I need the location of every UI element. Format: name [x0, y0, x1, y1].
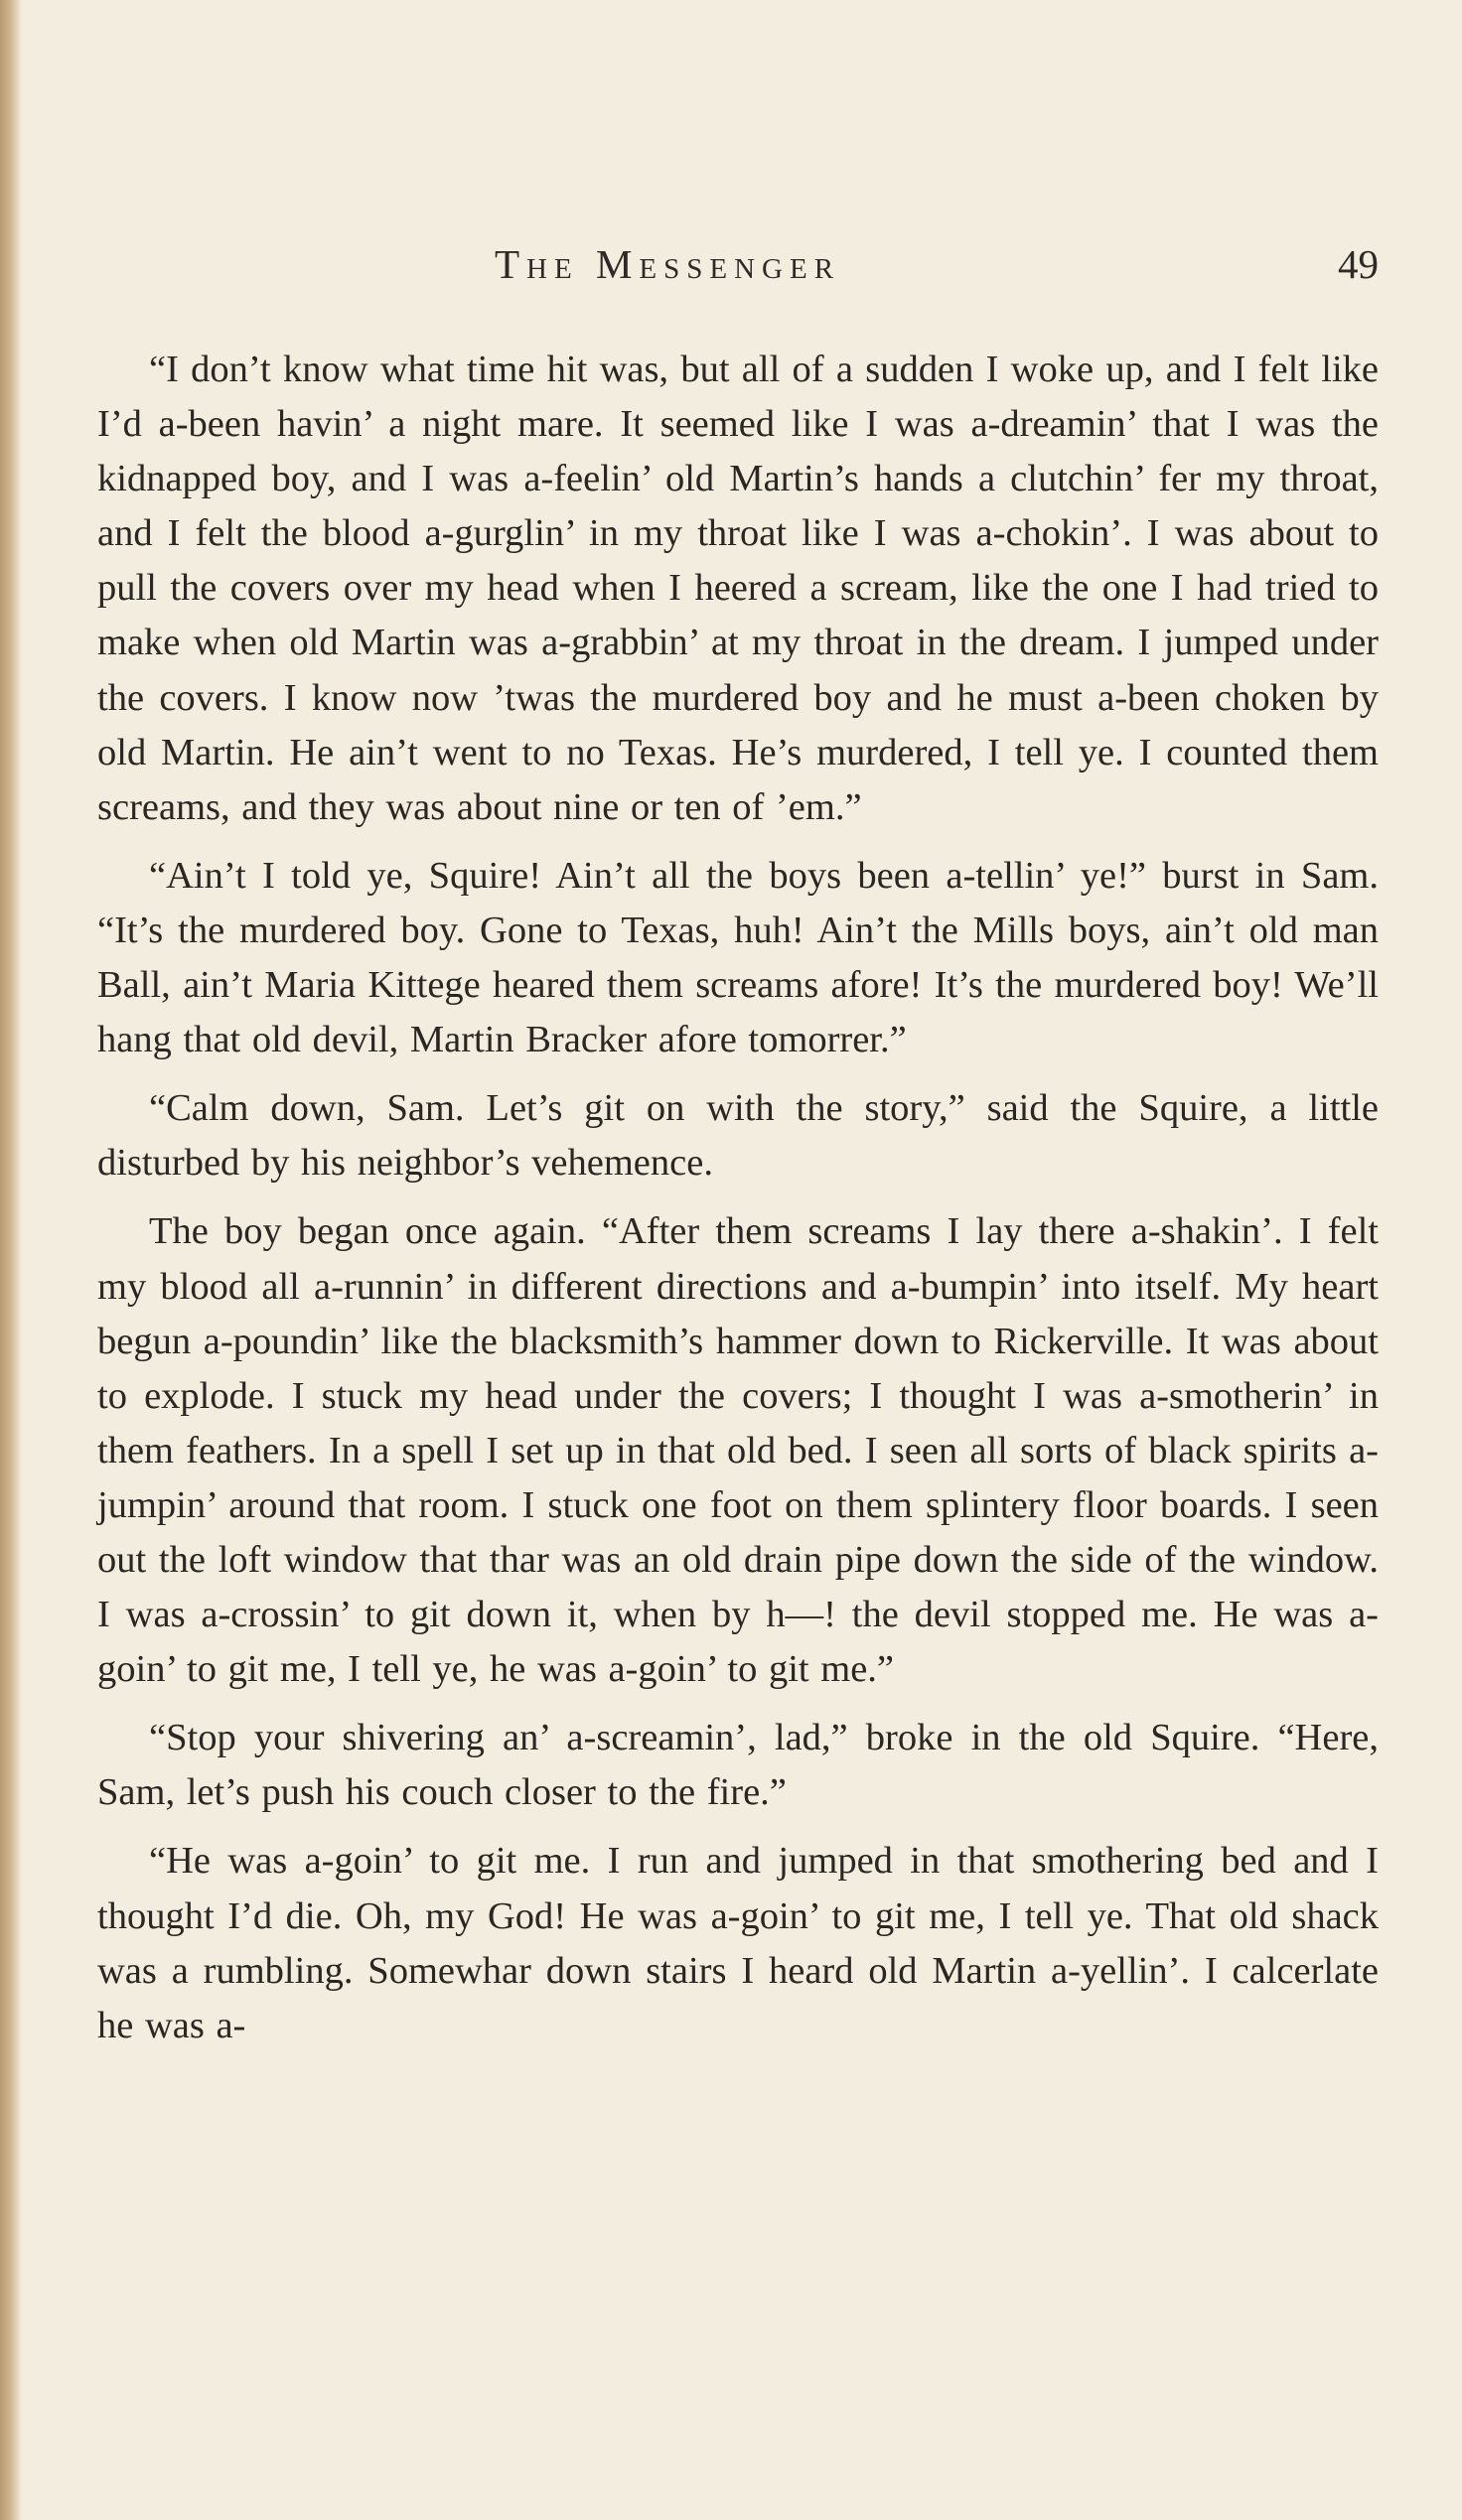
body-text	[97, 343, 1379, 2053]
paragraph-2: “Ain’t I told ye, Squire! Ain’t all the boys been a-tellin’ ye!” burst in Sam. “It’s the murdered boy. Gone to Texas, huh! Ain’t the Mills boys, ain’t old man Ball, ain’t Maria Kittege heared them screams afore! It’s the murdered boy! We’ll hang that old devil, Martin Bracker afore tomorrer.”	[97, 854, 1379, 1061]
running-title: The Messenger	[495, 241, 841, 287]
paragraph-1: “I don’t know what time hit was, but all of a sudden I woke up, and I felt like I’d a-been havin’ a night mare. It seemed like I was a-dreamin’ that I was the kidnapped boy, and I was a-feelin’ old Martin’s hands a clutchin’ fer my throat, and I felt the blood a-gurglin’ in my throat like I was a-chokin’. I was about to pull the covers over my head when I heered a scream, like the one I had tried to make when old Martin was a-grabbin’ at my throat in the dream. I jumped under the covers. I know now ’twas the murdered boy and he must a-been choken by old Martin. He ain’t went to no Texas. He’s murdered, I tell ye. I counted them screams, and they was about nine or ten of ’em.”	[97, 349, 1379, 828]
page-number: 49	[1338, 241, 1379, 287]
running-head	[97, 234, 1379, 294]
paragraph-4: The boy began once again. “After them screams I lay there a-shakin’. I felt my blood all a-runnin’ in different directions and a-bumpin’ into itself. My heart begun a-poundin’ like the blacksmith’s hammer down to Rickerville. It was about to explode. I stuck my head under the covers; I thought I was a-smotherin’ in them feathers. In a spell I set up in that old bed. I seen all sorts of black spirits a-jumpin’ around that room. I stuck one foot on them splintery floor boards. I seen out the loft window that thar was an old drain pipe down the side of the window. I was a-crossin’ to git down it, when by h—! the devil stopped me. He was a-goin’ to git me, I tell ye, he was a-goin’ to git me.”	[97, 1210, 1379, 1691]
paragraph-3: “Calm down, Sam. Let’s git on with the story,” said the Squire, a little disturbed by his neighbor’s vehemence.	[97, 1087, 1379, 1185]
paragraph-5: “Stop your shivering an’ a-screamin’, lad,” broke in the old Squire. “Here, Sam, let’s push his couch closer to the fire.”	[97, 1717, 1379, 1814]
paragraph-6: “He was a-goin’ to git me. I run and jumped in that smothering bed and I thought I’d die. Oh, my God! He was a-goin’ to git me, I tell ye. That old shack was a rumbling. Somewhar down stairs I heard old Martin a-yellin’. I calcerlate he was a-	[97, 1840, 1379, 2046]
